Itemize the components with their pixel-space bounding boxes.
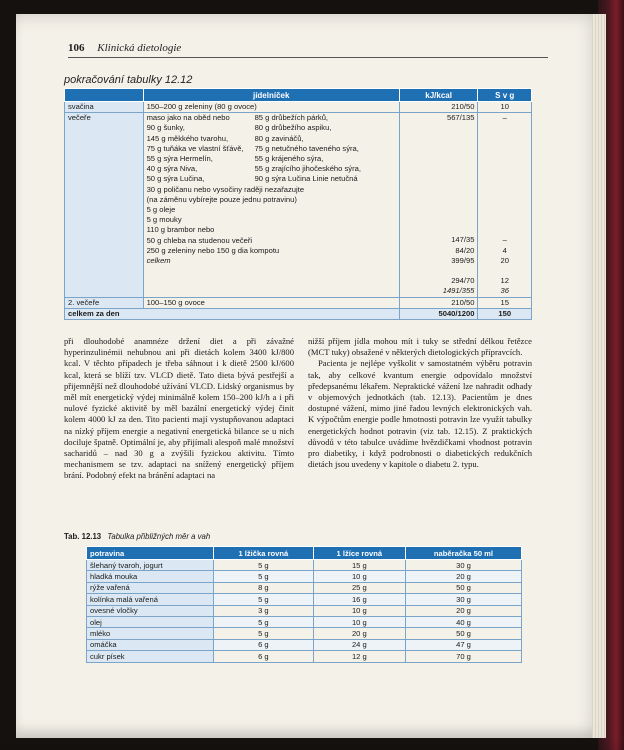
kj-value: 294/70: [451, 276, 475, 286]
table-row: [65, 102, 532, 113]
menu-item: 50 g sýra Lučina,: [146, 174, 205, 184]
cell: 20 g: [313, 628, 405, 639]
svg-stack: [481, 113, 528, 296]
kj-value: 147/35: [451, 235, 475, 245]
total-label: celkem za den: [65, 308, 400, 319]
meal-name: svačina: [65, 102, 144, 113]
cell: 16 g: [313, 594, 405, 605]
col-header-tablespoon: 1 lžíce rovná: [313, 547, 405, 560]
chapter-title: Klinická dietologie: [97, 42, 182, 54]
page-number: 106: [68, 42, 85, 54]
kj-col-header: kJ/kcal: [399, 89, 478, 102]
table-row: [87, 628, 522, 639]
meal-kj: 210/50: [399, 297, 478, 308]
food-name: rýže vařená: [87, 582, 214, 593]
menu-subtotal-label: celkem: [146, 256, 171, 266]
body-column-right: [308, 336, 532, 470]
cell: 10 g: [313, 571, 405, 582]
paragraph: při dlouhodobé anamnéze držení diet a při závažné hyperinzulinémii nehubnou ani při dietách kolem 3400 kJ/800 kcal. V těchto případech je třeba sáhnout i k dietě 2500 kJ/600 kcal, která se blíží tzv. VLCD dietě. Tato dieta bývá pestřejší a přijemnější než dlouhodobé užívání VLCD. Lidský organismus by měl mít energetický výdej minimálně kolem 150–200 kJ/h a i při nulové fyzické aktivitě by měl bazální energetický výdej činit kolem 4000 kJ za den. Tito pacienti mají vystupňovanou adaptaci na nízký příjem energie a negativní energetická bilance se u nich dociluje špatně. Optimální je, aby přijímali alespoň malé množství sacharidů – nad 30 g a zvýšili fyzickou aktivitu. Tímto mechanismem se tzv. adaptaci na snížený energetický příjem brání. Podobný efekt na bránění adaptaci na: [64, 336, 294, 481]
table2-caption: [64, 532, 210, 541]
page-bottom-shadow: [0, 740, 624, 750]
menu-item: 50 g chleba na studenou večeři: [146, 235, 253, 245]
menu-note: (na záměnu vybírejte pouze jednu potravinu): [146, 194, 297, 204]
table-row: [87, 639, 522, 650]
col-header-food: potravina: [87, 547, 214, 560]
table-row: [87, 560, 522, 571]
menu-item: 55 g krájeného sýra,: [254, 154, 324, 164]
table-continuation-label: pokračování tabulky 12.12: [64, 74, 193, 86]
kj-value: 399/95: [451, 255, 475, 265]
menu-item: 80 g zavináčů,: [254, 133, 304, 143]
meal-name: 2. večeře: [65, 297, 144, 308]
menu-item: 145 g měkkého tvarohu,: [146, 133, 229, 143]
menu-col-header: jídelníček: [143, 89, 399, 102]
svg-value: –: [502, 235, 507, 245]
menu-item: 90 g sýra Lučina Linie netučná: [254, 174, 358, 184]
cell: 25 g: [313, 582, 405, 593]
food-name: ovesné vločky: [87, 605, 214, 616]
menu-item: 110 g brambor nebo: [146, 225, 215, 235]
cell: 24 g: [313, 639, 405, 650]
meal-menu: [143, 113, 399, 297]
table2-number: Tab. 12.13: [64, 532, 102, 541]
table-row: [87, 616, 522, 627]
cell: 6 g: [214, 639, 314, 650]
menu-item: 250 g zeleniny nebo 150 g dia kompotu: [146, 245, 280, 255]
kj-value: [403, 266, 475, 276]
cell: 70 g: [405, 651, 521, 662]
cell: 5 g: [214, 628, 314, 639]
menu-item: 90 g šunky,: [146, 123, 185, 133]
food-name: omáčka: [87, 639, 214, 650]
food-name: olej: [87, 616, 214, 627]
food-name: cukr písek: [87, 651, 214, 662]
table-row: [87, 582, 522, 593]
cell: 47 g: [405, 639, 521, 650]
measures-table: [86, 546, 522, 663]
svg-value: 12: [500, 276, 509, 286]
cell: 5 g: [214, 571, 314, 582]
meal-name: večeře: [65, 113, 144, 297]
cell: 5 g: [214, 560, 314, 571]
menu-item: 80 g drůbežího aspiku,: [254, 123, 332, 133]
meal-svg: 10: [478, 102, 532, 113]
cell: 40 g: [405, 616, 521, 627]
cell: 5 g: [214, 594, 314, 605]
meal-kj-column: [399, 113, 478, 297]
body-column-left: [64, 336, 294, 482]
kj-stack: [403, 113, 475, 296]
table-row: [65, 113, 532, 297]
cell: 30 g: [405, 594, 521, 605]
cell: 5 g: [214, 616, 314, 627]
meal-menu: 100–150 g ovoce: [143, 297, 399, 308]
table-row: [87, 594, 522, 605]
cell: 15 g: [313, 560, 405, 571]
cell: 50 g: [405, 582, 521, 593]
cell: 12 g: [313, 651, 405, 662]
svg-value: 20: [500, 255, 509, 265]
cell: 3 g: [214, 605, 314, 616]
table-row: [87, 605, 522, 616]
menu-item: 5 g oleje: [146, 205, 176, 215]
cell: 10 g: [313, 605, 405, 616]
svg-col-header: S v g: [478, 89, 532, 102]
menu-item: 55 g sýra Hermelín,: [146, 154, 213, 164]
paragraph: nižší příjem jídla mohou mít i tuky se střední délkou řetězce (MCT tuky) obsažené v některých dietologických přípravcích.: [308, 336, 532, 358]
table-row: [87, 651, 522, 662]
kj-value: 84/20: [455, 245, 475, 255]
menu-item: 75 g tuňáka ve vlastní šťávě,: [146, 143, 244, 153]
menu-item: 40 g sýra Niva,: [146, 164, 198, 174]
kj-value: 567/135: [446, 113, 475, 123]
food-name: kolínka malá vařená: [87, 594, 214, 605]
table-total-row: [65, 308, 532, 319]
running-head: [68, 42, 548, 58]
food-name: mléko: [87, 628, 214, 639]
food-name: hladká mouka: [87, 571, 214, 582]
cell: 8 g: [214, 582, 314, 593]
menu-item: maso jako na oběd nebo: [146, 113, 230, 123]
total-kj: 5040/1200: [399, 308, 478, 319]
svg-value: [481, 266, 528, 276]
svg-value: 4: [502, 245, 507, 255]
kj-subtotal: 1491/355: [442, 286, 475, 296]
cell: 30 g: [405, 560, 521, 571]
menu-item: 5 g mouky: [146, 215, 182, 225]
page-edge: [592, 14, 606, 738]
table-row: [87, 571, 522, 582]
food-name: šlehaný tvaroh, jogurt: [87, 560, 214, 571]
svg-subtotal: 36: [500, 286, 509, 296]
col-header-ladle: naběračka 50 ml: [405, 547, 521, 560]
menu-table-corner: [65, 89, 144, 102]
col-header-teaspoon: 1 lžička rovná: [214, 547, 314, 560]
cell: 50 g: [405, 628, 521, 639]
meal-svg: 15: [478, 297, 532, 308]
cell: 20 g: [405, 571, 521, 582]
menu-item: 55 g zrajícího jihočeského sýra,: [254, 164, 361, 174]
paragraph: Pacienta je nejlépe vyškolit v samostatném výběru potravin tak, aby celkové kvantum energie odpovídalo množství předepsanému lékařem. Nepraktické vážení lze nahradit odhady v objemových jednotkách (tab. 12.13). Pacientům je dnes dostupné vážení, mimo jiné řadou levných elektronických vah. K výpočtům energie podle hmotnosti potravin lze využít tabulky energetických hodnot potravin (viz tab. 12.15). Z praktických důvodů v této tabulce uvádíme hvězdičkami vhodnost potravin pro diabetiky, i když podrobnosti o diabetických redukčních dietách jsou uvedeny v kapitole o diabetu 2. typu.: [308, 358, 532, 470]
meal-menu: 150–200 g zeleniny (80 g ovoce): [143, 102, 399, 113]
cell: 10 g: [313, 616, 405, 627]
menu-item: 85 g drůbežích párků,: [254, 113, 329, 123]
cell: 6 g: [214, 651, 314, 662]
total-svg: 150: [478, 308, 532, 319]
meal-kj: 210/50: [399, 102, 478, 113]
meal-svg-column: [478, 113, 532, 297]
table2-title: Tabulka přibližných měr a vah: [107, 532, 211, 541]
table-row: [65, 297, 532, 308]
cell: 20 g: [405, 605, 521, 616]
svg-value: –: [502, 113, 507, 123]
menu-note: 30 g poličanu nebo vysočiny raději nezařazujte: [146, 184, 305, 194]
menu-table: [64, 88, 532, 320]
menu-item: 75 g netučného taveného sýra,: [254, 143, 359, 153]
menu-grid: [147, 113, 396, 266]
